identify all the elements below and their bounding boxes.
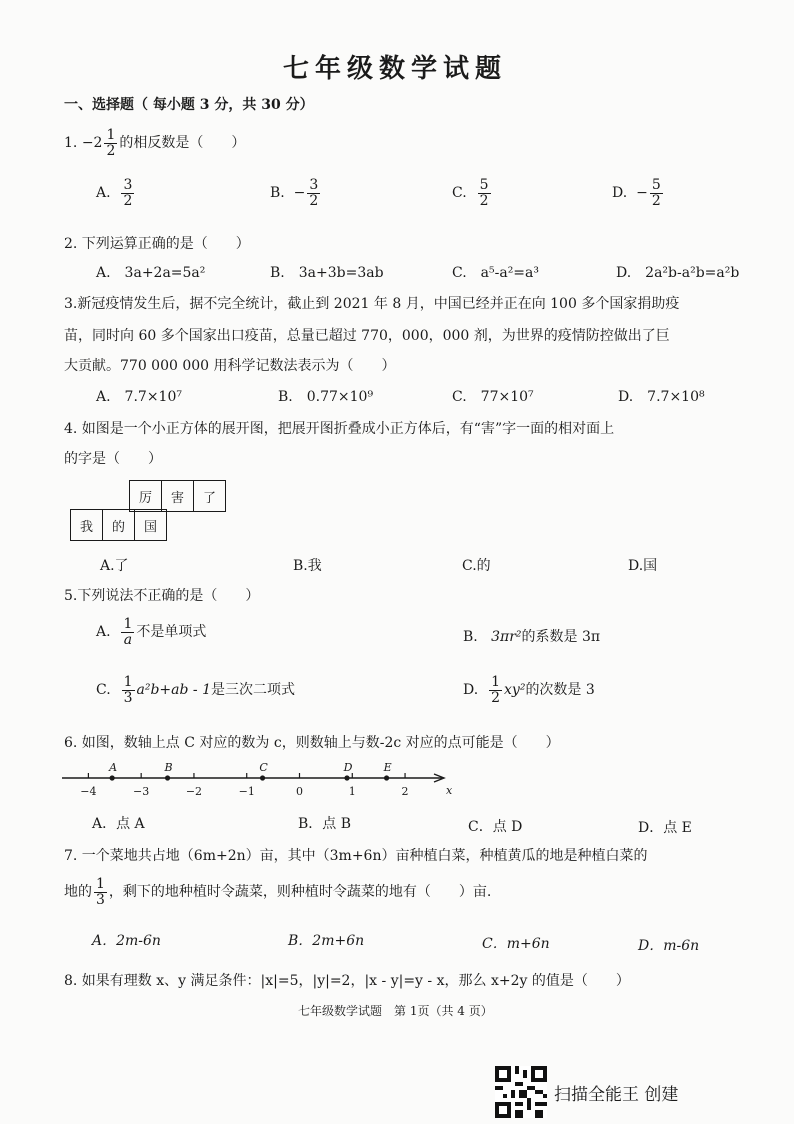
tick-label: −2 — [185, 785, 203, 798]
q3-option-b: B. 0.77×10⁹ — [278, 389, 374, 405]
point-label: C — [259, 761, 268, 774]
question-3-line-3: 大贡献。770 000 000 用科学记数法表示为（ ） — [64, 358, 396, 374]
q1-option-d: D. − $\frac{5}{2}$ — [612, 177, 661, 209]
q5-option-b: B. 3πr²的系数是 3π — [463, 629, 601, 645]
question-7-line-2: 地的 $\frac{1}{3}$ ，剩下的地种植时令蔬菜，则种植时令蔬菜的地有（ ）亩. — [64, 876, 492, 908]
q5-option-a: A. $\frac{1}{a}$ 不是单项式 — [96, 616, 207, 648]
q3-option-a: A. 7.7×10⁷ — [96, 389, 182, 405]
net-cell: 我 — [71, 510, 103, 541]
q5-option-c: C. $\frac{1}{3}$ a²b+ab - 1是三次二项式 — [96, 674, 295, 706]
q2-option-a: A. 3a+2a=5a² — [96, 265, 206, 281]
question-4-line-2: 的字是（ ） — [64, 451, 162, 467]
point-label: A — [109, 761, 118, 774]
point-label: E — [383, 761, 392, 774]
q1-option-c: C. $\frac{5}{2}$ — [452, 177, 489, 209]
q2-option-c: C. a⁵-a²=a³ — [452, 265, 540, 281]
question-4-line-1: 4. 如图是一个小正方体的展开图，把展开图折叠成小正方体后，有“害”字一面的相对面上 — [64, 421, 615, 437]
cube-net-top-row — [129, 480, 226, 512]
tick-label: 2 — [401, 785, 409, 798]
question-8-stem: 8. 如果有理数 x、y 满足条件：|x|=5，|y|=2，|x - y|=y - x，那么 x+2y 的值是（ ） — [64, 973, 630, 989]
question-5-stem: 5.下列说法不正确的是（ ） — [64, 588, 260, 604]
point-b — [165, 775, 170, 780]
q7-option-d: D．m-6n — [638, 938, 700, 954]
point-label: B — [164, 761, 173, 774]
q5-option-d: D. $\frac{1}{2}$ xy²的次数是 3 — [463, 674, 595, 706]
q1-stem-text: 的相反数是（ ） — [119, 135, 246, 152]
number-line-figure — [62, 756, 462, 806]
q7-option-c: C．m+6n — [482, 936, 550, 952]
q4-option-d: D.国 — [628, 558, 658, 574]
q6-option-d: D．点 E — [638, 820, 692, 836]
scanner-watermark: 扫描全能王 创建 — [554, 1085, 679, 1105]
tick-label: 0 — [296, 785, 303, 798]
q7-option-b: B．2m+6n — [288, 933, 365, 949]
net-cell: 国 — [135, 510, 167, 541]
section-heading: 一、选择题（ 每小题 3 分，共 30 分） — [64, 97, 314, 113]
tick-label: 1 — [348, 785, 356, 798]
question-3-line-1: 3.新冠疫情发生后，据不完全统计，截止到 2021 年 8 月，中国已经并正在向 100 多个国家捐助疫 — [64, 296, 680, 312]
point-d — [344, 775, 349, 780]
tick-label: −1 — [238, 785, 255, 798]
q1-option-a: A. $\frac{3}{2}$ — [96, 177, 133, 209]
q3-option-c: C. 77×10⁷ — [452, 389, 534, 405]
net-cell: 厉 — [130, 481, 162, 512]
point-c — [260, 775, 265, 780]
net-cell: 了 — [194, 481, 226, 512]
question-2-stem: 2. 下列运算正确的是（ ） — [64, 236, 250, 252]
page-title: 七年级数学试题 — [283, 54, 508, 84]
q6-option-b: B．点 B — [298, 816, 352, 832]
page-footer: 七年级数学试题 第 1页（共 4 页） — [298, 1004, 493, 1018]
q4-option-c: C.的 — [462, 558, 491, 574]
q4-option-a: A.了 — [100, 558, 129, 574]
axis-label: x — [446, 784, 453, 797]
q6-option-c: C．点 D — [468, 819, 523, 835]
net-cell: 的 — [103, 510, 135, 541]
tick-label: −3 — [133, 785, 150, 798]
qr-code-icon — [495, 1066, 547, 1118]
q1-whole: −2 — [81, 135, 103, 152]
q1-fraction: $\frac{1}{2}$ — [106, 127, 116, 159]
tick-label: −4 — [80, 785, 97, 798]
point-label: D — [343, 761, 353, 774]
point-e — [384, 775, 389, 780]
q4-option-b: B.我 — [293, 558, 322, 574]
q2-option-d: D. 2a²b-a²b=a²b — [616, 265, 740, 281]
question-7-line-1: 7. 一个菜地共占地（6m+2n）亩，其中（3m+6n）亩种植白菜，种植黄瓜的地是种植白菜的 — [64, 848, 648, 864]
question-3-line-2: 苗，同时向 60 多个国家出口疫苗，总量已超过 770，000，000 剂，为世界的疫情防控做出了巨 — [64, 328, 670, 344]
point-a — [110, 775, 115, 780]
net-cell: 害 — [162, 481, 194, 512]
q1-option-b: B. − $\frac{3}{2}$ — [270, 177, 319, 209]
q3-option-d: D. 7.7×10⁸ — [618, 389, 705, 405]
cube-net-bottom-row — [70, 509, 167, 541]
question-1-stem — [64, 128, 245, 158]
q1-number: 1. — [64, 135, 78, 152]
question-6-stem: 6. 如图，数轴上点 C 对应的数为 c，则数轴上与数-2c 对应的点可能是（ ） — [64, 735, 560, 751]
q6-option-a: A．点 A — [92, 816, 145, 832]
q7-option-a: A．2m-6n — [92, 933, 161, 949]
q2-option-b: B. 3a+3b=3ab — [270, 265, 384, 281]
